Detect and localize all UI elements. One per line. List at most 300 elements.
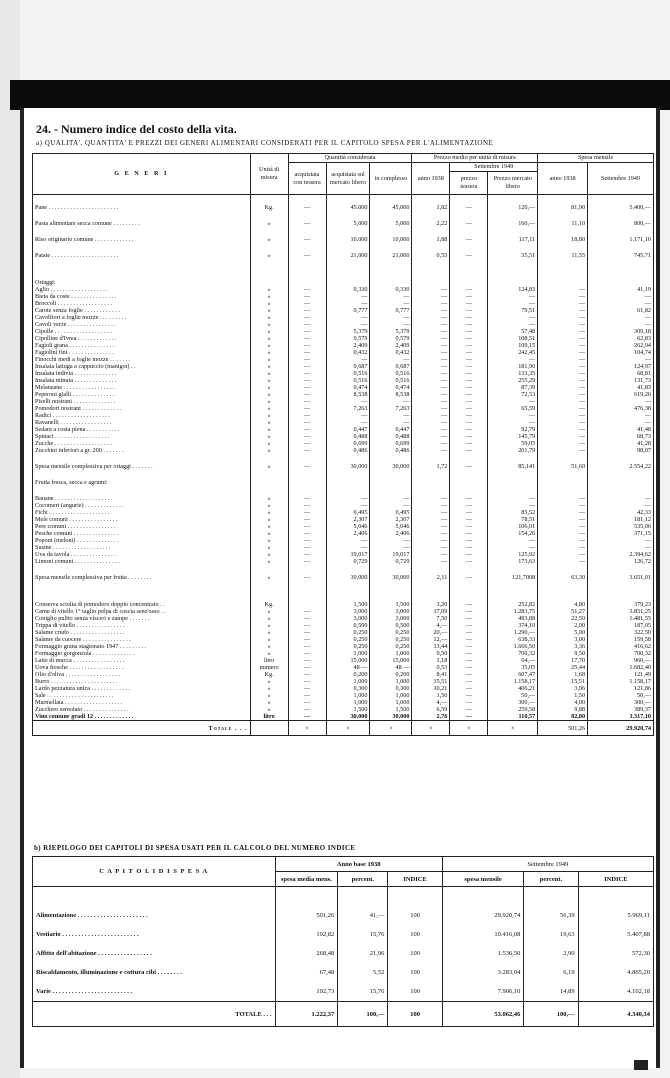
spesa-1949: 309,18 — [588, 328, 654, 335]
qty-complesso: 0,250 — [370, 643, 412, 650]
price-tessera: — — [450, 398, 488, 405]
spesa-1949: 3.651,01 — [588, 574, 654, 581]
qty-libero: 8,538 — [326, 391, 370, 398]
spesa-1938: 51,27 — [538, 608, 588, 615]
qty-complesso: 21,000 — [370, 252, 412, 259]
qty-complesso: — — [370, 544, 412, 551]
qty-tessera — [288, 601, 326, 608]
spacer-row — [33, 211, 654, 220]
qty-complesso: 0,250 — [370, 629, 412, 636]
table-row — [33, 349, 654, 356]
spesa-1949: — — [588, 495, 654, 502]
price-tessera: — — [450, 321, 488, 328]
price-tessera: — — [450, 516, 488, 523]
spesa-1949: 126,72 — [588, 558, 654, 565]
item-name: Riso originario comune . . . . . . . . . . . . . — [33, 236, 251, 243]
qty-libero: 0,495 — [326, 509, 370, 516]
price-libero: 242,45 — [488, 349, 538, 356]
spesa-1938: — — [538, 377, 588, 384]
chapter-indice-1949: 5.407,88 — [578, 925, 653, 944]
price-1938: — — [412, 405, 450, 412]
table-row — [33, 664, 654, 671]
price-1938: 10,21 — [412, 685, 450, 692]
spesa-1938: 25,44 — [538, 664, 588, 671]
item-unit: » — [250, 349, 288, 356]
spesa-1949: 41,28 — [588, 440, 654, 447]
qty-tessera: — — [288, 509, 326, 516]
item-name: Vino comune gradi 12 . . . . . . . . . . . . . — [33, 713, 251, 721]
item-unit: » — [250, 440, 288, 447]
item-unit: » — [250, 516, 288, 523]
item-unit: » — [250, 335, 288, 342]
page-margin — [0, 0, 20, 1078]
qty-libero: 45.000 — [326, 204, 370, 211]
item-name: Piselli nostrani . . . . . . . . . . . . . . — [33, 398, 251, 405]
item-name: Salame da cuocere . . . . . . . . . . . . . . . . — [33, 636, 251, 643]
table-row — [33, 622, 654, 629]
spesa-1949: 61,82 — [588, 307, 654, 314]
spacer-row — [33, 195, 654, 205]
total-x: × — [370, 721, 412, 736]
qty-tessera: — — [288, 629, 326, 636]
price-libero: 87,39 — [488, 384, 538, 391]
qty-libero: 0,447 — [326, 426, 370, 433]
qty-tessera: — — [288, 622, 326, 629]
price-libero: 374,10 — [488, 622, 538, 629]
qty-complesso: 3,000 — [370, 615, 412, 622]
price-1938: — — [412, 300, 450, 307]
spesa-1949: 181,12 — [588, 516, 654, 523]
spesa-1938: — — [538, 363, 588, 370]
qty-libero: 0,300 — [326, 685, 370, 692]
qty-libero: 1,500 — [326, 706, 370, 713]
table-row — [33, 671, 654, 678]
table-row — [33, 944, 654, 963]
chapter-spesa-1949: 7.906,10 — [442, 982, 524, 1002]
spesa-1938: 22,50 — [538, 615, 588, 622]
qty-complesso: 0,579 — [370, 335, 412, 342]
spesa-1949 — [588, 479, 654, 486]
qty-tessera: — — [288, 558, 326, 565]
qty-complesso: — — [370, 419, 412, 426]
qty-libero: 3,000 — [326, 608, 370, 615]
spesa-1938: — — [538, 328, 588, 335]
price-tessera: — — [450, 713, 488, 721]
item-name: Conserva sciolta di pomodoro doppio concentrato . . — [33, 601, 251, 608]
item-unit — [250, 479, 288, 486]
item-name: Spesa mensile complessiva per ortaggi . . . . . . . — [33, 463, 251, 470]
qty-complesso: 0,447 — [370, 426, 412, 433]
item-name: Pomodori nostrani . . . . . . . . . . . . . — [33, 405, 251, 412]
qty-tessera: — — [288, 252, 326, 259]
item-name: Melanzane . . . . . . . . . . . . . . . . . — [33, 384, 251, 391]
item-unit: » — [250, 405, 288, 412]
price-1938: — — [412, 377, 450, 384]
spesa-1938: 9,88 — [538, 706, 588, 713]
item-unit — [250, 279, 288, 286]
item-unit: » — [250, 391, 288, 398]
item-unit: » — [250, 502, 288, 509]
qty-complesso: 1,000 — [370, 678, 412, 685]
qty-complesso: — — [370, 293, 412, 300]
item-unit: » — [250, 286, 288, 293]
table-row — [33, 236, 654, 243]
price-1938: — — [412, 384, 450, 391]
item-name: Olio d'oliva . . . . . . . . . . . . . . . . . . — [33, 671, 251, 678]
price-tessera: — — [450, 544, 488, 551]
qty-tessera: — — [288, 678, 326, 685]
spesa-1949: 700,32 — [588, 650, 654, 657]
chapter-indice-1949: 4.102,18 — [578, 982, 653, 1002]
qty-complesso — [370, 279, 412, 286]
spesa-1949: 2.554,22 — [588, 463, 654, 470]
spesa-1949: 42,33 — [588, 509, 654, 516]
spacer-row — [33, 227, 654, 236]
spesa-1949: 98,07 — [588, 447, 654, 454]
price-tessera: — — [450, 678, 488, 685]
price-1938: — — [412, 363, 450, 370]
qty-libero: — — [326, 300, 370, 307]
price-1938: — — [412, 419, 450, 426]
spesa-1949: 2.394,62 — [588, 551, 654, 558]
spesa-1938: — — [538, 516, 588, 523]
table-row — [33, 440, 654, 447]
spesa-1949: 41,83 — [588, 384, 654, 391]
table-row — [33, 479, 654, 486]
total-b-percent-1949: 100,— — [524, 1002, 578, 1027]
qty-complesso: 2,406 — [370, 530, 412, 537]
qty-complesso: 30,000 — [370, 574, 412, 581]
price-tessera: — — [450, 463, 488, 470]
item-unit: » — [250, 495, 288, 502]
item-unit: » — [250, 463, 288, 470]
price-libero: 201,79 — [488, 447, 538, 454]
item-unit: » — [250, 398, 288, 405]
item-name: Poponi (meloni) . . . . . . . . . . . . . . — [33, 537, 251, 544]
total-b-percent-1938: 100,— — [338, 1002, 388, 1027]
spesa-1938: 1,68 — [538, 671, 588, 678]
spesa-1938: — — [538, 370, 588, 377]
qty-complesso: 1,500 — [370, 601, 412, 608]
item-name: Carote senza foglie . . . . . . . . . . . . — [33, 307, 251, 314]
item-name: Carne di vitello 1° taglio polpa di coscia senz'osso . . — [33, 608, 251, 615]
item-unit: » — [250, 544, 288, 551]
price-libero: 121,7008 — [488, 574, 538, 581]
price-libero: 160,— — [488, 220, 538, 227]
qty-libero: 1,500 — [326, 601, 370, 608]
price-libero: 50,— — [488, 692, 538, 699]
spesa-1938: — — [538, 286, 588, 293]
qty-tessera: — — [288, 502, 326, 509]
chapter-spesa-1949: 29.920,74 — [442, 906, 524, 925]
qty-libero: 0,729 — [326, 558, 370, 565]
qty-tessera: — — [288, 363, 326, 370]
qty-tessera: — — [288, 699, 326, 706]
chapter-name: Varie . . . . . . . . . . . . . . . . . . . . . . . . . — [33, 982, 276, 1002]
chapter-spesa-1938: 501,26 — [275, 906, 338, 925]
spesa-1938: — — [538, 502, 588, 509]
qty-complesso: 2,409 — [370, 342, 412, 349]
document-page — [20, 108, 660, 1068]
price-libero — [488, 279, 538, 286]
summary-table — [32, 856, 654, 1027]
item-unit: » — [250, 236, 288, 243]
item-unit: » — [250, 530, 288, 537]
item-unit: » — [250, 377, 288, 384]
table-row — [33, 321, 654, 328]
spesa-1949: 476,38 — [588, 405, 654, 412]
price-1938: — — [412, 495, 450, 502]
item-name: Broccoli . . . . . . . . . . . . . . . . . . — [33, 300, 251, 307]
qty-libero: 2,307 — [326, 516, 370, 523]
qty-libero — [326, 479, 370, 486]
qty-libero: 5,000 — [326, 220, 370, 227]
spesa-1938: — — [538, 537, 588, 544]
price-1938: 13,44 — [412, 643, 450, 650]
spesa-1949: — — [588, 321, 654, 328]
price-1938: 8,41 — [412, 671, 450, 678]
item-name: Sedani a costa piena . . . . . . . . . . . — [33, 426, 251, 433]
qty-tessera: — — [288, 300, 326, 307]
col-settembre: Settembre 1949 — [442, 857, 653, 872]
spesa-1938: — — [538, 356, 588, 363]
qty-tessera: — — [288, 314, 326, 321]
price-tessera: — — [450, 314, 488, 321]
chapter-percent-1949: 14,89 — [524, 982, 578, 1002]
item-unit: » — [250, 509, 288, 516]
price-tessera: — — [450, 657, 488, 664]
qty-tessera: — — [288, 685, 326, 692]
spesa-1938: — — [538, 447, 588, 454]
col-indice: INDICE — [388, 872, 442, 887]
spesa-1938: 82,80 — [538, 713, 588, 721]
spesa-1938: 4,00 — [538, 699, 588, 706]
price-libero: 181,90 — [488, 363, 538, 370]
qty-complesso: 1,000 — [370, 699, 412, 706]
qty-libero: 0,516 — [326, 377, 370, 384]
qty-complesso: 0,200 — [370, 671, 412, 678]
spacer-row — [33, 486, 654, 495]
spesa-1938: 11,55 — [538, 252, 588, 259]
qty-libero: 0,486 — [326, 447, 370, 454]
table-row — [33, 426, 654, 433]
spesa-1949: — — [588, 502, 654, 509]
spesa-1949: 5.400,— — [588, 204, 654, 211]
item-name: Pesche comuni . . . . . . . . . . . . . . . — [33, 530, 251, 537]
spesa-1949: 121,49 — [588, 671, 654, 678]
qty-complesso: 0,486 — [370, 447, 412, 454]
qty-tessera: — — [288, 657, 326, 664]
table-row — [33, 391, 654, 398]
col-spesa-sett: Settembre 1949 — [588, 163, 654, 195]
item-name: Banane . . . . . . . . . . . . . . . . . . . — [33, 495, 251, 502]
price-libero: 85,141 — [488, 463, 538, 470]
table-row — [33, 300, 654, 307]
price-tessera: — — [450, 502, 488, 509]
qty-libero: 0,699 — [326, 440, 370, 447]
chapter-spesa-1949: 1.536,50 — [442, 944, 524, 963]
food-prices-table — [32, 153, 654, 736]
col-spesa: Spesa mensile — [538, 154, 654, 163]
spesa-1949: — — [588, 300, 654, 307]
price-libero: 259,58 — [488, 706, 538, 713]
item-unit: » — [250, 678, 288, 685]
price-1938: 1,88 — [412, 236, 450, 243]
table-row — [33, 906, 654, 925]
table-row — [33, 447, 654, 454]
table-row — [33, 412, 654, 419]
qty-tessera: — — [288, 608, 326, 615]
spacer-row — [33, 565, 654, 574]
price-1938 — [412, 279, 450, 286]
qty-complesso: — — [370, 356, 412, 363]
price-tessera: — — [450, 377, 488, 384]
table-row — [33, 463, 654, 470]
price-1938: — — [412, 551, 450, 558]
qty-tessera: — — [288, 447, 326, 454]
table-row — [33, 685, 654, 692]
table-row — [33, 650, 654, 657]
price-tessera: — — [450, 300, 488, 307]
table-row — [33, 419, 654, 426]
spesa-1949: 131,73 — [588, 377, 654, 384]
qty-tessera: — — [288, 286, 326, 293]
price-1938: — — [412, 433, 450, 440]
col-settembre1949: Settembre 1949 — [450, 163, 538, 172]
table-row — [33, 706, 654, 713]
col-generi: G E N E R I — [33, 154, 251, 195]
qty-complesso: 0,516 — [370, 370, 412, 377]
qty-complesso: 0,300 — [370, 685, 412, 692]
total-label: Totale . . . — [33, 721, 251, 736]
price-tessera: — — [450, 419, 488, 426]
item-unit: » — [250, 636, 288, 643]
spesa-1938: — — [538, 509, 588, 516]
qty-complesso: 15,000 — [370, 657, 412, 664]
price-libero: 300,— — [488, 699, 538, 706]
item-name: Insalata indivia . . . . . . . . . . . . . . — [33, 370, 251, 377]
spesa-1949: 1.481,55 — [588, 615, 654, 622]
qty-complesso: — — [370, 300, 412, 307]
spesa-1949: — — [588, 398, 654, 405]
item-name: Cipolline d'Ivrea . . . . . . . . . . . . . — [33, 335, 251, 342]
price-tessera: — — [450, 664, 488, 671]
spacer-row — [33, 454, 654, 463]
qty-libero: — — [326, 398, 370, 405]
item-name: Salame crudo . . . . . . . . . . . . . . . . . . — [33, 629, 251, 636]
item-unit: » — [250, 574, 288, 581]
qty-complesso: — — [370, 412, 412, 419]
price-tessera: — — [450, 495, 488, 502]
chapter-percent-1938: 41,— — [338, 906, 388, 925]
price-tessera: — — [450, 342, 488, 349]
price-tessera: — — [450, 335, 488, 342]
item-unit: Kg. — [250, 601, 288, 608]
chapter-percent-1938: 15,76 — [338, 982, 388, 1002]
item-unit: » — [250, 252, 288, 259]
price-1938: 1,72 — [412, 463, 450, 470]
total-spesa-1938: 501,26 — [538, 721, 588, 736]
price-tessera: — — [450, 356, 488, 363]
spesa-1938: 9,50 — [538, 650, 588, 657]
price-libero: 700,32 — [488, 650, 538, 657]
item-unit: numero — [250, 664, 288, 671]
col-acq-tessera: acquistata con tessera — [288, 163, 326, 195]
item-unit: » — [250, 523, 288, 530]
price-libero: 145,79 — [488, 433, 538, 440]
qty-libero: 0,777 — [326, 307, 370, 314]
spesa-1938: 81,90 — [538, 204, 588, 211]
qty-libero: — — [326, 502, 370, 509]
price-tessera: — — [450, 643, 488, 650]
qty-libero: 21,000 — [326, 252, 370, 259]
item-unit: » — [250, 300, 288, 307]
price-libero: 85,52 — [488, 509, 538, 516]
spesa-1938: — — [538, 349, 588, 356]
page-title: 24. - Numero indice del costo della vita. — [36, 122, 237, 136]
qty-libero: — — [326, 412, 370, 419]
price-1938: 15,51 — [412, 678, 450, 685]
price-tessera: — — [450, 293, 488, 300]
price-libero: 64,— — [488, 657, 538, 664]
price-1938: 20,— — [412, 629, 450, 636]
spesa-1949 — [588, 279, 654, 286]
qty-tessera: — — [288, 204, 326, 211]
section-b-heading: b) RIEPILOGO DEI CAPITOLI DI SPESA USATI PER IL CALCOLO DEL NUMERO INDICE — [34, 844, 356, 852]
table-row — [33, 544, 654, 551]
spesa-1938: — — [538, 321, 588, 328]
table-row — [33, 713, 654, 721]
price-libero — [488, 479, 538, 486]
table-row — [33, 342, 654, 349]
qty-complesso: — — [370, 502, 412, 509]
qty-tessera: — — [288, 236, 326, 243]
spesa-1938: 5,00 — [538, 629, 588, 636]
price-1938: — — [412, 440, 450, 447]
table-row — [33, 629, 654, 636]
qty-libero: 3,000 — [326, 615, 370, 622]
price-libero: 607,47 — [488, 671, 538, 678]
spesa-1938: 3,36 — [538, 643, 588, 650]
qty-tessera: — — [288, 671, 326, 678]
price-1938: 7,50 — [412, 615, 450, 622]
table-row — [33, 433, 654, 440]
chapter-indice-1949: 4.865,20 — [578, 963, 653, 982]
qty-complesso: 0,432 — [370, 349, 412, 356]
spesa-1938: 4,80 — [538, 601, 588, 608]
price-1938: — — [412, 370, 450, 377]
spesa-1949: 379,23 — [588, 601, 654, 608]
spesa-1938: — — [538, 384, 588, 391]
price-1938: 3,20 — [412, 601, 450, 608]
qty-complesso: 0,474 — [370, 384, 412, 391]
table-row — [33, 516, 654, 523]
table-row — [33, 252, 654, 259]
qty-libero: — — [326, 321, 370, 328]
qty-complesso: 30,000 — [370, 713, 412, 721]
item-name: Formaggio grana stagionato 1947 . . . . . . . . . — [33, 643, 251, 650]
price-1938: — — [412, 335, 450, 342]
chapter-spesa-1938: 268,48 — [275, 944, 338, 963]
price-tessera: — — [450, 551, 488, 558]
item-name: Zucche . . . . . . . . . . . . . . . . . . . — [33, 440, 251, 447]
table-row — [33, 307, 654, 314]
chapter-name: Vestiario . . . . . . . . . . . . . . . . . . . . . . . . — [33, 925, 276, 944]
item-name: Latte di mucca . . . . . . . . . . . . . . . . . — [33, 657, 251, 664]
item-name: Spinaci . . . . . . . . . . . . . . . . . . — [33, 433, 251, 440]
spesa-1949: 800,— — [588, 220, 654, 227]
price-libero: — — [488, 314, 538, 321]
